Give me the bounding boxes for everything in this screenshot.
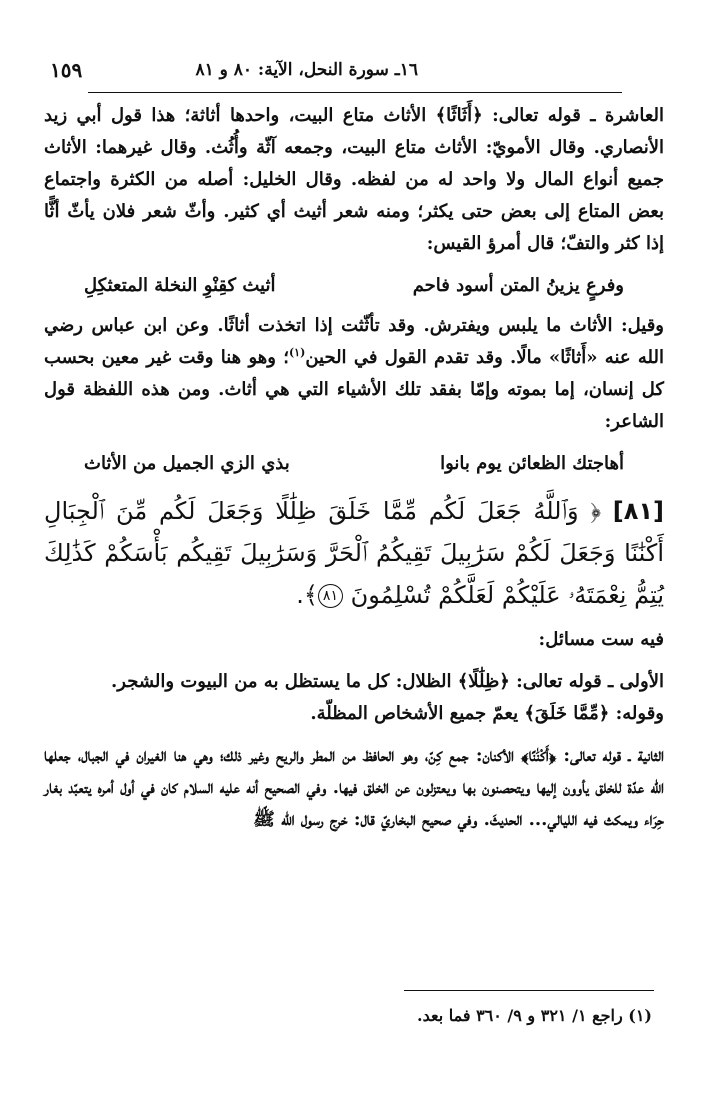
paragraph-athath-part-1: وقيل: الأثاث ما يلبس ويفترش. وقد تأثّثت إذا اتخذت أثاثًا. وعن ابن عباس رضي الله عنه «أَثاثًا» مالًا. وقد تقدم القول في الحين	[44, 315, 664, 368]
paragraph-athath	[44, 310, 664, 438]
verse-1-second-hemistich: أثيث كقِنْوِ النخلة المتعثكِلِ	[84, 275, 276, 296]
paragraph-first-issue-cont: وقوله: ﴿مِّمَّا خَلَقَ﴾ يعمّ جميع الأشخاص المظلّة.	[310, 703, 664, 724]
poetry-verse-1	[44, 270, 664, 302]
verse-2-second-hemistich: بذي الزي الجميل من الأثاث	[84, 453, 290, 474]
footnote-rule	[404, 990, 654, 991]
verse-2-first-hemistich: أهاجتك الظعائن يوم بانوا	[440, 453, 624, 474]
quran-text: ﴿ وَٱللَّهُ جَعَلَ لَكُم مِّمَّا خَلَقَ ظِلَٰلًا وَجَعَلَ لَكُم مِّنَ ٱلْجِبَالِ أَكْنَٰنًا وَجَعَلَ لَكُمْ سَرَٰبِيلَ تَقِيكُمُ ٱلْحَرَّ وَسَرَٰبِيلَ تَقِيكُم بَأْسَكُمْ كَذَٰلِكَ يُتِمُّ نِعْمَتَهُۥ عَلَيْكُمْ لَعَلَّكُمْ تُسْلِمُونَ	[44, 497, 664, 609]
footnote-reference: (١)	[288, 346, 306, 359]
paragraph-second-issue: الثانية ـ قوله تعالى: ﴿أَكْنَٰنًا﴾ الأكنان: جمع كِنّ، وهو الحافظ من المطر والريح وغير ذلك؛ وهي هنا الغيران في الجبال، جعلها الله عدّة للخلق يأوون إليها ويتحصنون بها ويعتزلون عن الخلق فيها. وفي الصحيح أنه عليه السلام كان في أول أمره يتعبّد بغار حِرَاء ويمكث فيه الليالي... الحديثَ. وفي صحيح البخاريّ قال: خرج رسول الله ﷺ	[44, 745, 664, 830]
ayah-end-marker: ٨١	[318, 584, 343, 608]
running-title: ١٦ـ سورة النحل، الآية: ٨٠ و ٨١	[195, 60, 418, 80]
verse-1-first-hemistich: وفرعٍ يزينُ المتن أسود فاحم	[412, 275, 624, 296]
quran-closing-bracket: ﴾.	[296, 581, 318, 609]
paragraph-tenth: العاشرة ـ قوله تعالى: ﴿أَثَاثًا﴾ الأثاث متاع البيت، واحدها أثاثة؛ هذا قول أبي زيد الأنصاري. وقال الأمويّ: الأثاث متاع البيت، وجمعه آثّة وأُثُث. وقال غيرهما: الأثاث جميع أنواع المال ولا واحد له من لفظه. وقال الخليل: أصله من الكثرة واجتماع بعض المتاع إلى بعض حتى يكثر؛ ومنه شعر أثيث أي كثير. وأثّ شعر فلان يأثّ أثًّا إذا كثر والتفّ؛ قال أمرؤ القيس:	[44, 105, 664, 254]
quran-verse-81	[44, 490, 664, 616]
verse-number: [٨١]	[612, 497, 664, 525]
poetry-verse-2	[44, 448, 664, 480]
footnote: (١) راجع ١/ ٣٢١ و ٩/ ٣٦٠ فما بعد.	[417, 1006, 652, 1025]
paragraph-athath-part-2: ؛ وهو هنا وقت غير معين بحسب كل إنسان، إما بموته وإمّا بفقد تلك الأشياء التي هي أثاث. ومن هذه اللفظة قول الشاعر:	[44, 347, 664, 432]
header-rule	[88, 92, 622, 93]
issues-intro: فيه ست مسائل:	[538, 629, 664, 650]
page-header	[40, 52, 668, 92]
page-number: ١٥٩	[50, 58, 83, 82]
paragraph-first-issue: الأولى ـ قوله تعالى: ﴿ظِلَٰلًا﴾ الظلال: كل ما يستظل به من البيوت والشجر.	[111, 671, 664, 692]
page-body	[44, 100, 664, 836]
